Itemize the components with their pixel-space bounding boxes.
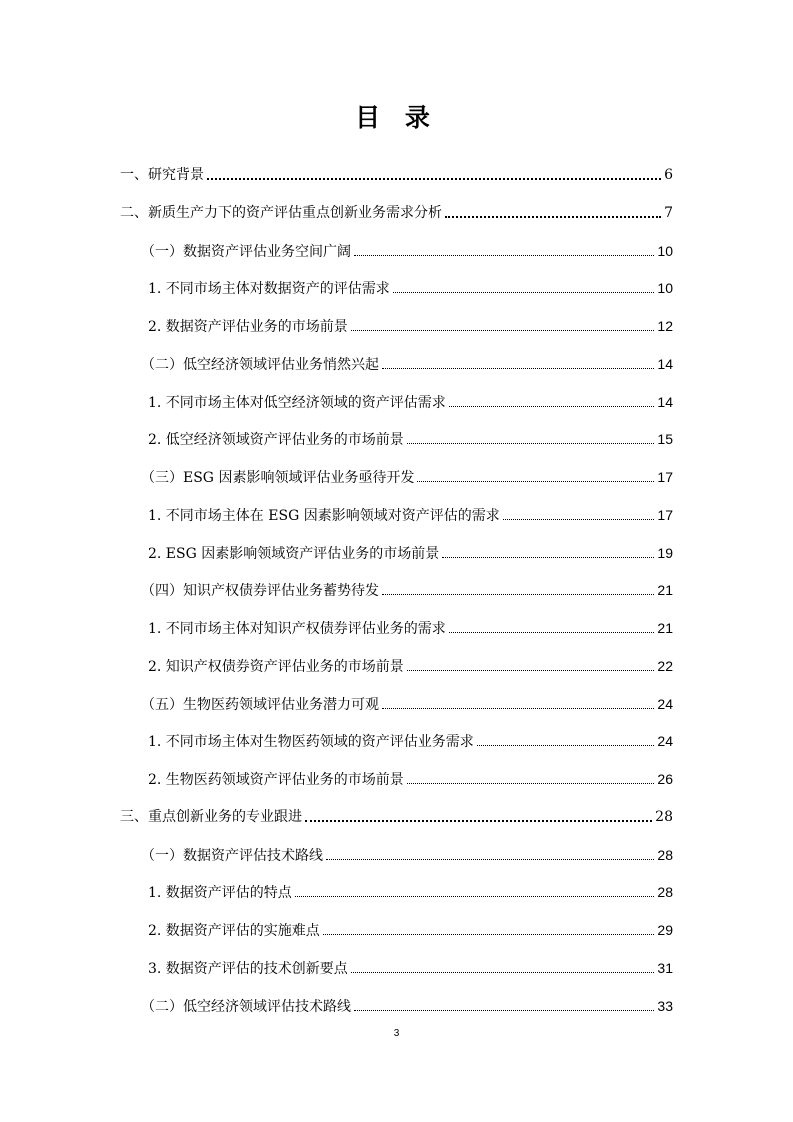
toc-entry-label: 1. 不同市场主体对知识产权债券评估业务的需求	[148, 621, 446, 637]
toc-entry[interactable]	[148, 956, 673, 980]
toc-entry-page: 31	[657, 959, 673, 976]
toc-entry[interactable]	[141, 692, 673, 716]
page-number: 3	[393, 1028, 400, 1039]
toc-entry-page: 10	[657, 280, 673, 297]
toc-entry-page: 29	[657, 922, 673, 938]
toc-entry[interactable]	[148, 880, 673, 904]
toc-entry[interactable]	[120, 163, 673, 187]
toc-entry[interactable]	[148, 390, 673, 414]
toc-dot-leader	[393, 291, 655, 293]
toc-entry[interactable]	[148, 918, 673, 942]
toc-entry-page: 21	[657, 582, 673, 599]
toc-dot-leader	[449, 631, 655, 633]
toc-entry-label: 1. 数据资产评估的特点	[148, 885, 292, 902]
toc-entry-label: （二）低空经济领域评估技术路线	[141, 998, 351, 1015]
toc-dot-leader	[445, 215, 661, 218]
toc-entry[interactable]	[120, 201, 673, 225]
toc-dot-leader	[407, 782, 655, 784]
toc-entry[interactable]	[148, 276, 673, 300]
toc-entry-label: （二）低空经济领域评估业务悄然兴起	[141, 356, 379, 373]
toc-dot-leader	[382, 593, 654, 595]
toc-entry-page: 21	[657, 620, 673, 636]
toc-entry-label: 3. 数据资产评估的技术创新要点	[148, 960, 348, 977]
toc-dot-leader	[354, 254, 654, 256]
toc-entry[interactable]	[148, 616, 673, 640]
toc-entry[interactable]	[148, 427, 673, 451]
toc-entry-page: 19	[657, 544, 673, 561]
toc-entry-label: （一）数据资产评估业务空间广阔	[141, 243, 351, 260]
toc-entry[interactable]	[141, 239, 673, 263]
toc-entry-page: 28	[655, 808, 673, 825]
toc-entry-page: 6	[664, 167, 673, 183]
toc-dot-leader	[417, 480, 654, 482]
toc-entry-label: 2. 低空经济领域资产评估业务的市场前景	[148, 432, 404, 449]
toc-dot-leader	[351, 329, 655, 331]
toc-entry[interactable]	[148, 541, 673, 565]
toc-entry-label: 2. 数据资产评估的实施难点	[148, 923, 320, 939]
toc-entry-page: 24	[657, 695, 673, 712]
toc-entry-label: 1. 不同市场主体对低空经济领域的资产评估需求	[148, 394, 446, 411]
toc-dot-leader	[207, 177, 661, 180]
toc-entry-label: （五）生物医药领域评估业务潜力可观	[141, 696, 379, 713]
toc-entry-page: 7	[664, 204, 673, 221]
toc-entry[interactable]	[148, 729, 673, 753]
toc-entry-page: 26	[657, 771, 673, 787]
toc-dot-leader	[407, 442, 655, 444]
toc-entry-label: 一、研究背景	[120, 167, 204, 183]
toc-entry-page: 17	[657, 469, 673, 485]
toc-entry[interactable]	[120, 805, 673, 829]
toc-entry-page: 15	[657, 431, 673, 448]
toc-entry-page: 14	[657, 355, 673, 372]
toc-entry-page: 10	[657, 242, 673, 259]
toc-entry[interactable]	[148, 767, 673, 791]
toc-dot-leader	[449, 405, 655, 407]
toc-dot-leader	[326, 858, 654, 860]
toc-entry-page: 28	[657, 884, 673, 901]
toc-entry-page: 33	[657, 997, 673, 1014]
toc-entry[interactable]	[141, 465, 673, 489]
toc-entry[interactable]	[148, 503, 673, 527]
toc-dot-leader	[407, 669, 655, 671]
toc-dot-leader	[295, 895, 655, 897]
toc-entry-page: 14	[657, 393, 673, 410]
toc-dot-leader	[351, 971, 655, 973]
toc-entry-label: 1. 不同市场主体在 ESG 因素影响领域对资产评估的需求	[148, 507, 500, 524]
toc-entry-label: 2. 知识产权债券资产评估业务的市场前景	[148, 658, 404, 675]
toc-dot-leader	[382, 707, 654, 709]
toc-entry-page: 24	[657, 733, 673, 750]
toc-entry-label: （三）ESG 因素影响领域评估业务亟待开发	[141, 470, 415, 486]
toc-entry-label: （四）知识产权债券评估业务蓄势待发	[141, 583, 379, 600]
toc-dot-leader	[382, 367, 654, 369]
toc-entry-label: （一）数据资产评估技术路线	[141, 847, 323, 864]
toc-dot-leader	[323, 933, 655, 935]
toc-entry[interactable]	[148, 654, 673, 678]
toc-entry-label: 1. 不同市场主体对数据资产的评估需求	[148, 281, 390, 298]
toc-dot-leader	[442, 556, 654, 558]
toc-entry[interactable]	[141, 843, 673, 867]
toc-entry[interactable]	[141, 352, 673, 376]
toc-entry[interactable]	[141, 994, 673, 1018]
toc-entry-page: 28	[657, 846, 673, 863]
toc-dot-leader	[305, 819, 652, 822]
toc-entry[interactable]	[141, 578, 673, 602]
toc-entry-label: 二、新质生产力下的资产评估重点创新业务需求分析	[120, 204, 442, 221]
table-of-contents	[0, 160, 793, 1020]
toc-entry-label: 2. 数据资产评估业务的市场前景	[148, 319, 348, 335]
toc-entry-label: 1. 不同市场主体对生物医药领域的资产评估业务需求	[148, 734, 474, 751]
toc-dot-leader	[503, 518, 655, 520]
toc-entry-page: 12	[657, 318, 673, 334]
toc-entry[interactable]	[148, 314, 673, 338]
toc-entry-page: 22	[657, 657, 673, 674]
toc-dot-leader	[477, 744, 655, 746]
toc-entry-page: 17	[657, 506, 673, 523]
toc-entry-label: 2. 生物医药领域资产评估业务的市场前景	[148, 772, 404, 788]
toc-entry-label: 2. ESG 因素影响领域资产评估业务的市场前景	[148, 545, 440, 562]
toc-dot-leader	[354, 1009, 654, 1011]
toc-entry-label: 三、重点创新业务的专业跟进	[120, 808, 302, 825]
page-title: 目 录	[355, 103, 438, 132]
